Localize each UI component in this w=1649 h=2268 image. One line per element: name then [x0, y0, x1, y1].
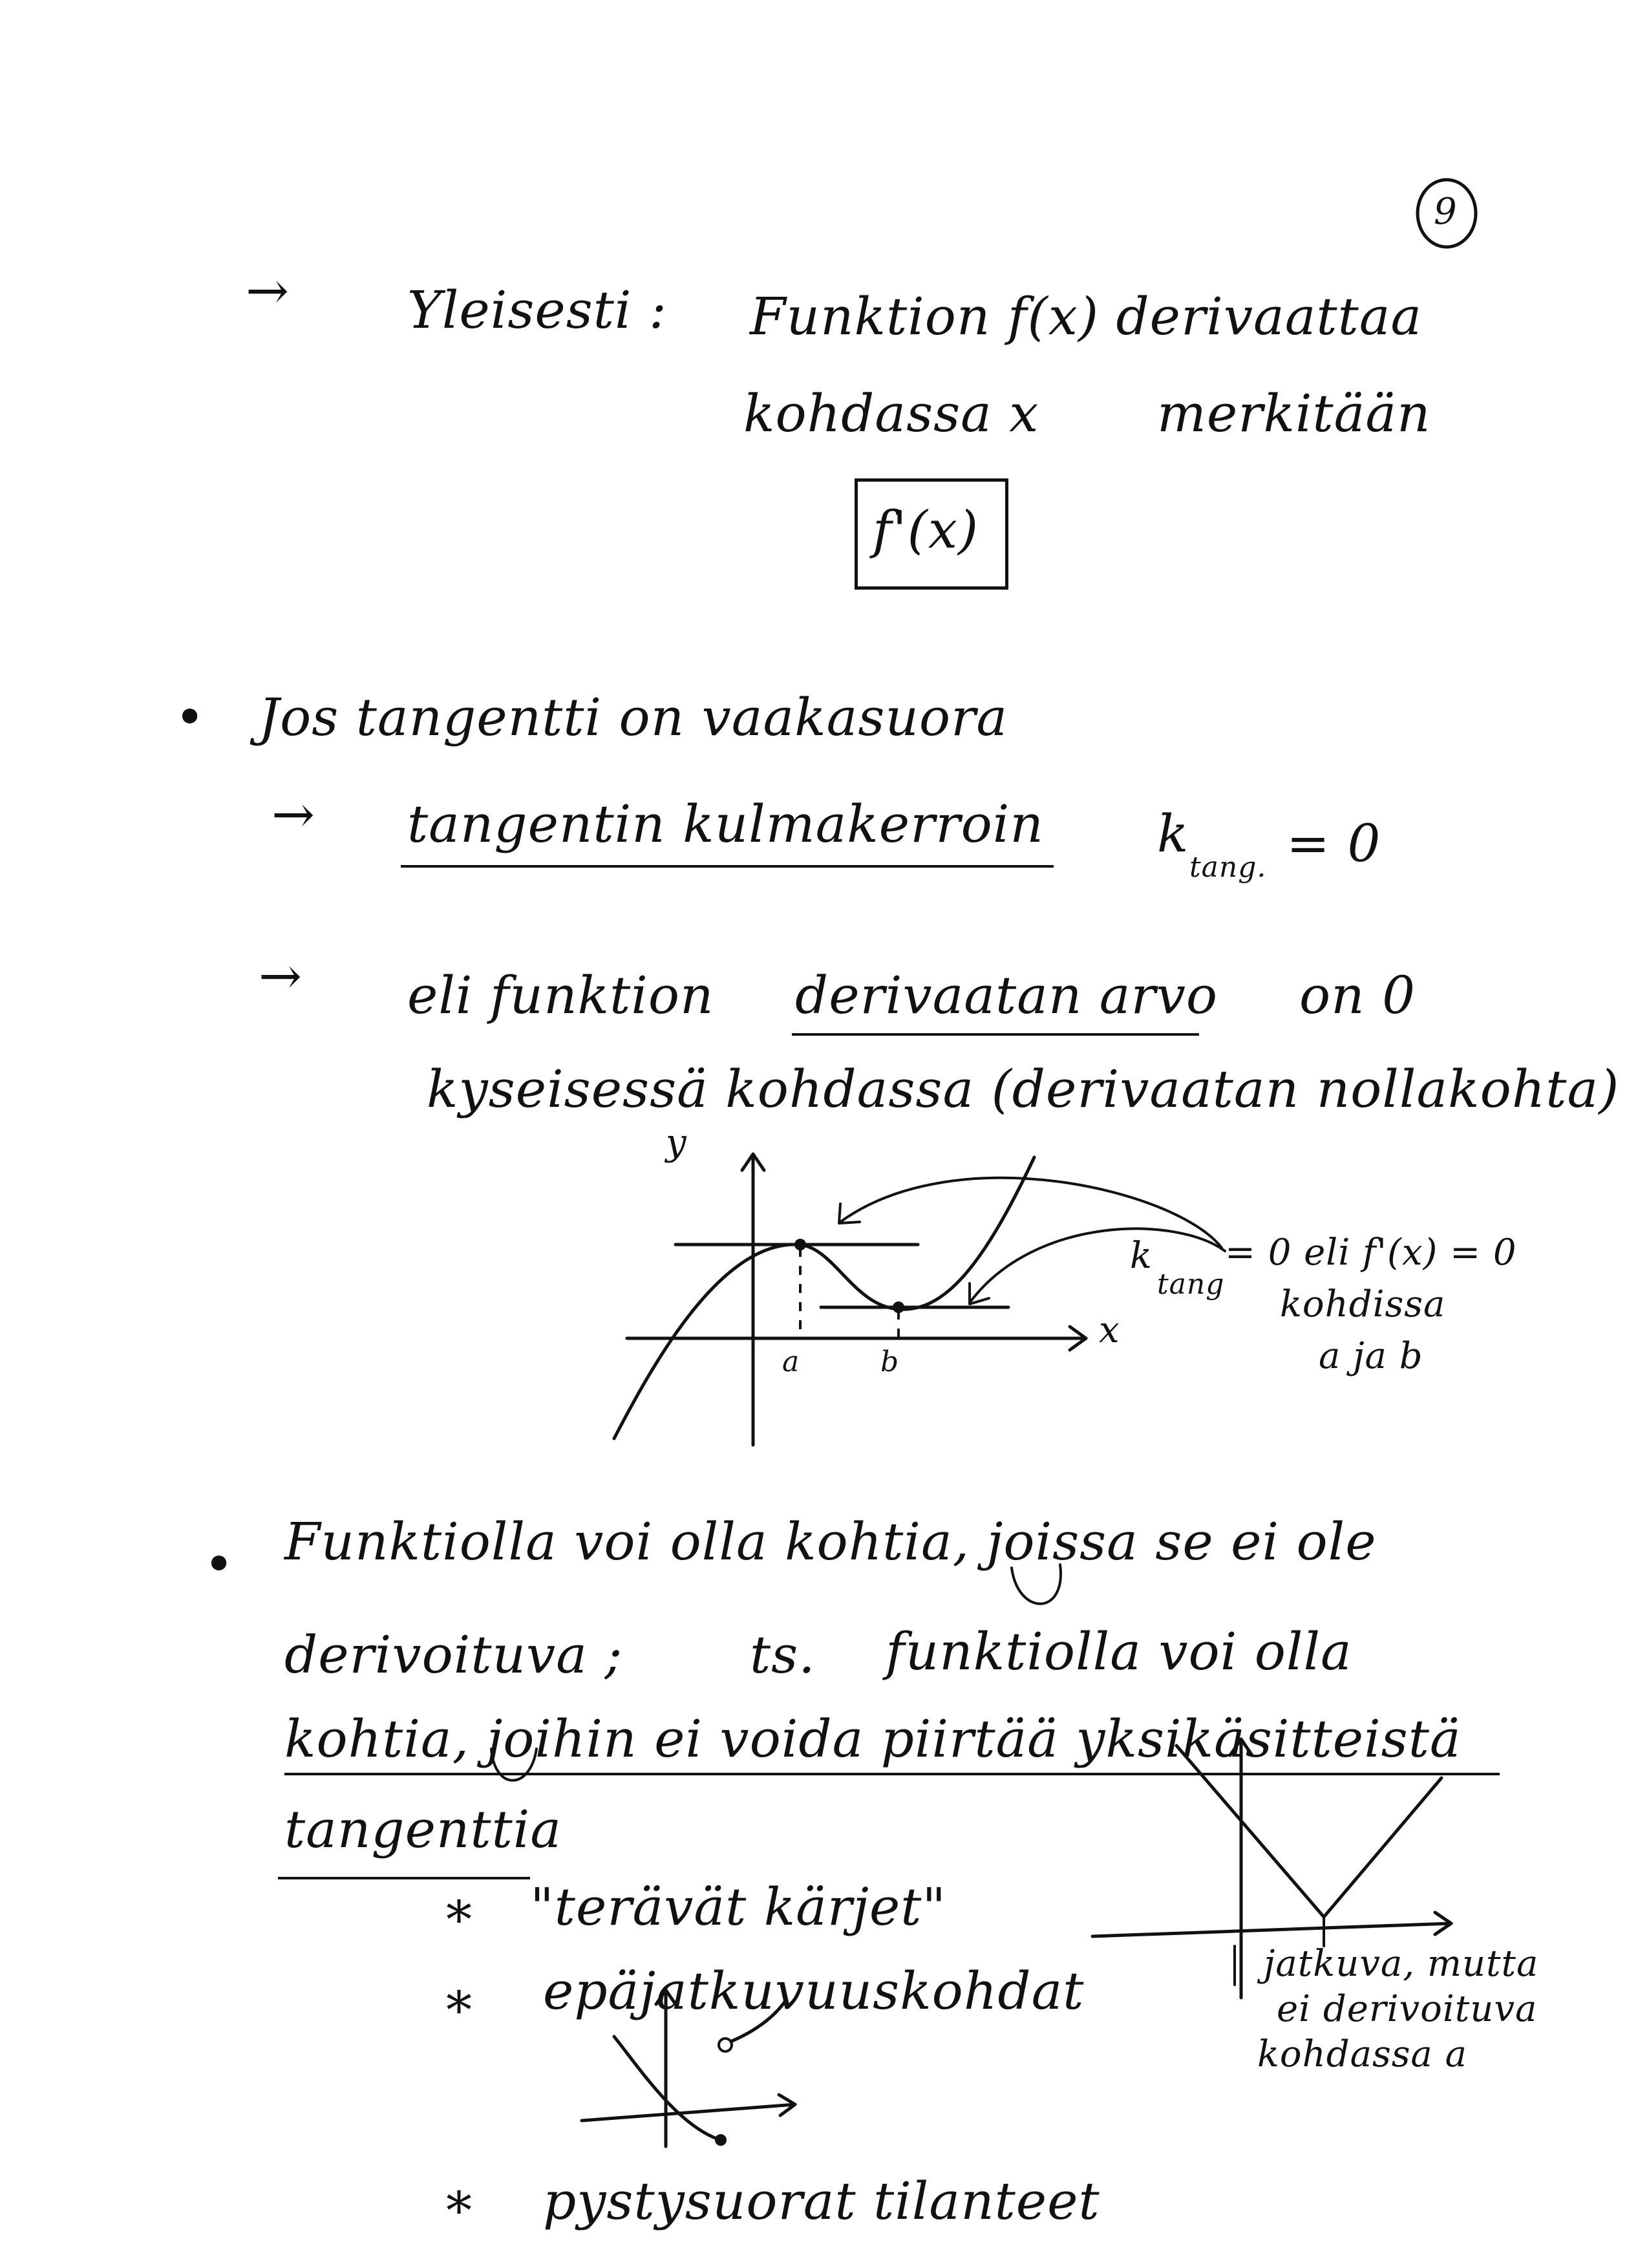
- page-number-circle: [1418, 180, 1476, 247]
- section3-line1: Funktiolla voi olla kohtia, joissa se ei ole: [284, 1512, 1377, 1572]
- arrow-1: →: [246, 261, 290, 321]
- joihin-hook: [491, 1749, 537, 1781]
- section3-line2-b: ts.: [750, 1625, 816, 1685]
- section1-line2-b: merkitään: [1157, 383, 1431, 444]
- section2-line4: kyseisessä kohdassa (derivaatan nollakohta): [427, 1059, 1620, 1119]
- graph3-open-point: [719, 2038, 732, 2051]
- bullet-star-1: *: [446, 1890, 473, 1950]
- section3-item3: pystysuorat tilanteet: [543, 2171, 1100, 2231]
- section3-line4: tangenttia: [284, 1799, 562, 1859]
- graph1-x-label: x: [1099, 1309, 1120, 1351]
- k-symbol: k: [1157, 804, 1189, 864]
- bullet-star-2: *: [446, 1980, 473, 2040]
- graph2-note-line2: ei derivoituva: [1277, 1988, 1538, 2030]
- boxed-formula: f'(x): [873, 500, 979, 560]
- section3-item2: epäjatkuvuuskohdat: [543, 1961, 1085, 2021]
- section3-line3: kohtia, joihin ei voida piirtää yksikäsitteistä: [284, 1709, 1462, 1769]
- graph1-point-b-dot: [893, 1301, 904, 1313]
- arrow-3: →: [259, 946, 303, 1006]
- section1-line2-a: kohdassa x: [743, 383, 1039, 444]
- bullet-star-3: *: [446, 2181, 473, 2241]
- section2-line3-b: on 0: [1299, 965, 1416, 1025]
- graph1-curve: [614, 1157, 1034, 1439]
- section2-line3-a: eli funktion: [407, 965, 714, 1025]
- graph2-axes: [1092, 1739, 1451, 1998]
- section1-lead: Yleisesti :: [407, 280, 667, 340]
- graph2-v-curve: [1176, 1746, 1442, 1917]
- section1-line1: Funktion f(x) derivaattaa: [750, 286, 1423, 347]
- joissa-hook: [1012, 1565, 1061, 1604]
- section3-item1: "terävät kärjet": [530, 1877, 947, 1937]
- graph1-annotation-line2: kohdissa: [1280, 1283, 1446, 1325]
- section2-line3-underlined: derivaatan arvo: [795, 965, 1218, 1025]
- k-subscript: tang.: [1189, 851, 1267, 884]
- graph1-y-label: y: [666, 1122, 687, 1164]
- section2-line2-a: tangentin kulmakerroin: [407, 794, 1044, 854]
- graph1-annotation-k: k: [1130, 1235, 1153, 1277]
- arrow-2: →: [271, 784, 316, 844]
- graph1-arrow-to-b: [970, 1228, 1225, 1303]
- section3-line2-underlined: funktiolla voi olla: [886, 1621, 1352, 1682]
- section2-line1: Jos tangentti on vaakasuora: [259, 687, 1008, 747]
- bullet-1: •: [175, 687, 206, 747]
- graph2-note-line3: kohdassa a: [1257, 2033, 1467, 2075]
- graph1-point-a: a: [782, 1345, 800, 1378]
- graph2-note-line1: jatkuva, mutta: [1264, 1943, 1539, 1985]
- section2-line2-b: = 0: [1286, 813, 1381, 873]
- graph1-axes: [627, 1154, 1086, 1445]
- bullet-2: •: [204, 1534, 235, 1594]
- graph1-point-b: b: [880, 1345, 900, 1378]
- graph1-annotation-rest: = 0 eli f'(x) = 0: [1225, 1232, 1517, 1274]
- graph1-annotation-line3: a ja b: [1319, 1335, 1423, 1377]
- graph1-annotation-k-sub: tang: [1157, 1268, 1225, 1301]
- page-number: 9: [1434, 191, 1458, 233]
- graph1-point-a-dot: [794, 1239, 806, 1250]
- graph3-filled-point: [715, 2134, 727, 2146]
- graph3-curve-right: [727, 2001, 785, 2043]
- graph1-arrow-to-a: [840, 1178, 1222, 1248]
- section3-line2-a: derivoituva ;: [284, 1625, 623, 1685]
